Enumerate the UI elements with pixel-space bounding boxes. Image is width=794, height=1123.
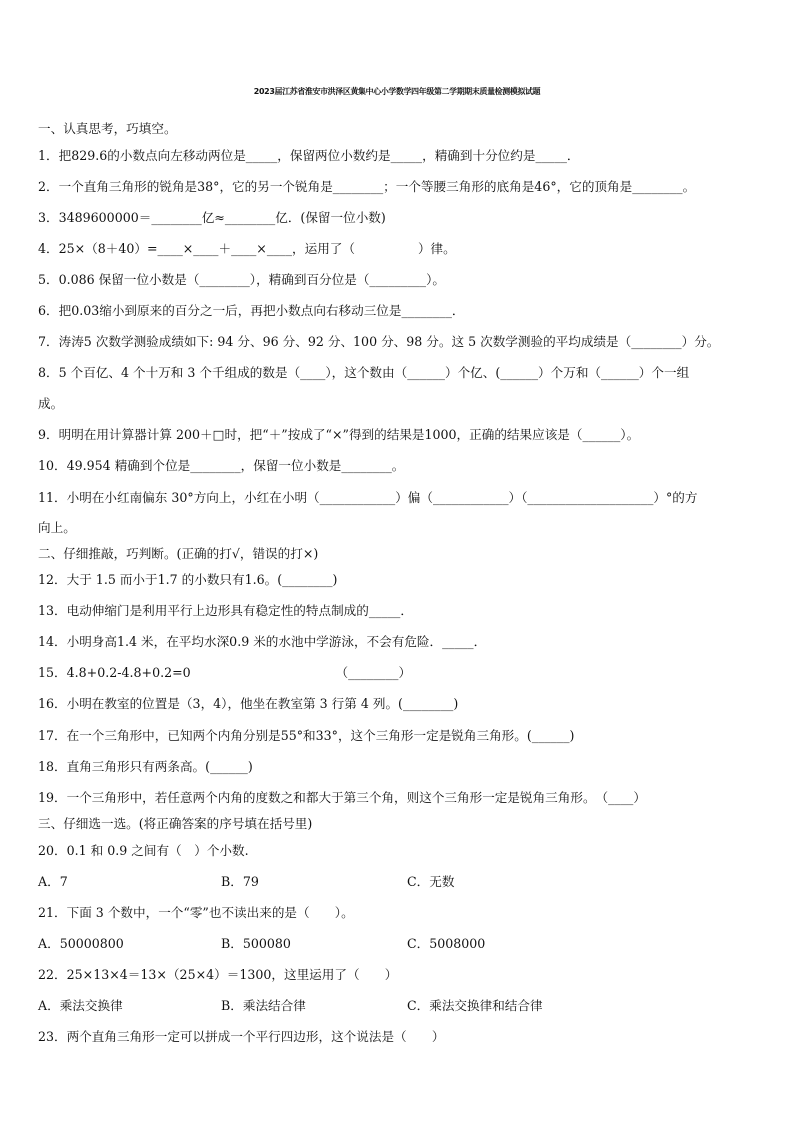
question-20-option-b: B．79 bbox=[221, 874, 259, 889]
section-heading-true-false: 二、仔细推敲，巧判断。(正确的打√，错误的打×) bbox=[38, 546, 319, 561]
question-6: 6．把0.03缩小到原来的百分之一后，再把小数点向右移动三位是________． bbox=[38, 303, 465, 318]
question-21-option-c: C．5008000 bbox=[407, 936, 486, 951]
question-15: 15．4.8+0.2-4.8+0.2=0 （________） bbox=[38, 665, 412, 680]
page-title: 2023届江苏省淮安市洪泽区黄集中心小学数学四年级第二学期期末质量检测模拟试题 bbox=[253, 87, 541, 96]
question-17: 17．在一个三角形中，已知两个内角分别是55°和33°，这个三角形一定是锐角三角形。(______) bbox=[38, 728, 575, 743]
question-21-option-b: B．500080 bbox=[221, 936, 291, 951]
question-5: 5．0.086 保留一位小数是（________），精确到百分位是（_________）。 bbox=[38, 272, 445, 287]
question-7: 7．涛涛5 次数学测验成绩如下: 94 分、96 分、92 分、100 分、98 分。这 5 次数学测验的平均成绩是（________）分。 bbox=[38, 334, 720, 349]
question-18: 18．直角三角形只有两条高。(______) bbox=[38, 759, 253, 774]
question-19: 19．一个三角形中，若任意两个内角的度数之和都大于第三个角，则这个三角形一定是锐角三角形。 （____） bbox=[38, 790, 646, 805]
question-22-option-a: A．乘法交换律 bbox=[38, 998, 123, 1013]
question-2: 2．一个直角三角形的锐角是38°，它的另一个锐角是________；一个等腰三角形的底角是46°，它的顶角是________。 bbox=[38, 179, 696, 194]
question-11-line-1: 11．小明在小红南偏东 30°方向上，小红在小明（____________）偏（____________）（____________________）°的方 bbox=[38, 490, 698, 505]
question-13: 13．电动伸缩门是利用平行上边形具有稳定性的特点制成的_____． bbox=[38, 603, 413, 618]
question-12: 12．大于 1.5 而小于1.7 的小数只有1.6。(________) bbox=[38, 572, 338, 587]
question-8-line-1: 8．5 个百亿、4 个十万和 3 个千组成的数是（____），这个数由（______）个亿、(______）个万和（______）个一组 bbox=[38, 365, 690, 380]
question-20-option-c: C．无数 bbox=[407, 874, 455, 889]
question-9: 9．明明在用计算器计算 200＋□时，把“＋”按成了“×”得到的结果是1000，正确的结果应该是（______）。 bbox=[38, 427, 640, 442]
question-4: 4．25×（8＋40）=____×____＋____×____，运用了（ ）律。 bbox=[38, 241, 456, 256]
question-23: 23．两个直角三角形一定可以拼成一个平行四边形，这个说法是（ ） bbox=[38, 1029, 445, 1044]
section-heading-multiple-choice: 三、仔细选一选。(将正确答案的序号填在括号里) bbox=[38, 816, 313, 831]
question-3: 3．3489600000＝________亿≈________亿．(保留一位小数) bbox=[38, 210, 386, 225]
question-21-option-a: A．50000800 bbox=[38, 936, 124, 951]
question-10: 10．49.954 精确到个位是________，保留一位小数是________。 bbox=[38, 458, 405, 473]
question-22-option-b: B．乘法结合律 bbox=[221, 998, 306, 1013]
question-1: 1．把829.6的小数点向左移动两位是_____，保留两位小数约是_____，精确到十分位约是_____． bbox=[38, 148, 580, 163]
question-8-line-2: 成。 bbox=[38, 396, 64, 411]
question-14: 14．小明身高1.4 米，在平均水深0.9 米的水池中学游泳，不会有危险．_____． bbox=[38, 634, 487, 649]
question-11-line-2: 向上。 bbox=[38, 520, 76, 535]
question-16: 16．小明在教室的位置是（3，4），他坐在教室第 3 行第 4 列。(________) bbox=[38, 696, 459, 711]
question-22: 22．25×13×4＝13×（25×4）＝1300，这里运用了（ ） bbox=[38, 967, 398, 982]
section-heading-fill-in: 一、认真思考，巧填空。 bbox=[38, 121, 177, 136]
question-20: 20．0.1 和 0.9 之间有（ ）个小数. bbox=[38, 843, 249, 858]
question-20-option-a: A．7 bbox=[38, 874, 68, 889]
question-21: 21．下面 3 个数中，一个“零”也不读出来的是（ ）。 bbox=[38, 905, 354, 920]
question-22-option-c: C．乘法交换律和结合律 bbox=[407, 998, 543, 1013]
